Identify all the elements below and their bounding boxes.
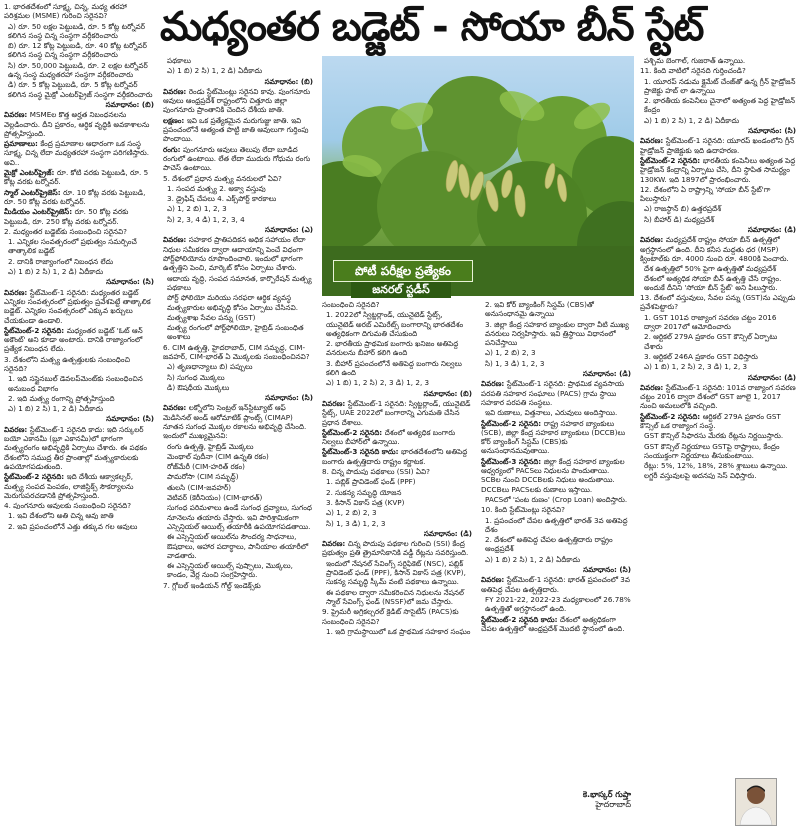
explanation-paragraph bbox=[481, 615, 631, 634]
option-text: ఎ) 1, 2 బి) 1, 2, 3 bbox=[167, 204, 227, 214]
option-text: లగ్జరీ వస్తువులపై అదనపు సెస్ విధిస్తారు. bbox=[644, 471, 757, 481]
author-portrait-icon bbox=[736, 779, 776, 825]
option-text: పథకాలు bbox=[167, 56, 191, 65]
option-text: ఎ) 1 బి) 2 సి) 1, 2 డి) ఏదీకాదు bbox=[8, 404, 104, 414]
explanation-label: వివరణ: bbox=[481, 379, 507, 389]
option-text: PACSలో 'పంట రుణం' (Crop Loan) అందిస్తారు. bbox=[485, 494, 628, 504]
option-text: రోజ్‌మేరీ (CIM-హరిత్ రకం) bbox=[167, 462, 245, 472]
explanation-text: రెండు స్టేట్‌మెంట్లు సరైనవి కావు. పుంగనూరు ఆవులు ఆంధ్రప్రదేశ్ రాష్ట్రంలోని చిత్తూరు జిల్లా పుంగనూరు ప్రాంతానికి చెందిన దేశీయ జాతి. bbox=[163, 86, 311, 115]
question-text: 11. కింది వాటిలో సరైనది గుర్తించండి? bbox=[640, 66, 746, 76]
text-column-4 bbox=[481, 300, 631, 824]
option-text: ఆదాయ వృద్ధి, సంపద సమానత, కార్పొరేషన్ మత్స్య పథకాలు bbox=[167, 273, 312, 292]
explanation-paragraph bbox=[163, 116, 313, 144]
option-text: ఎ) తృణధాన్యాలు బి) పప్పులు bbox=[167, 362, 253, 372]
option-text: డి) రూ. 5 కోట్ల పెట్టుబడి, రూ. 5 కోట్ల టర్నోవర్ కలిగిన సంస్థ మైక్రో ఎంటర్‌ప్రైజ్ సంస్థగా వర్గీకరించారు bbox=[8, 80, 153, 99]
option-text: 1. 2022లో స్విట్జర్లాండ్, యునైటెడ్ స్టేట్స్, యునైటెడ్ అరబ్ ఎమిరేట్స్ బంగారాన్ని భారతదేశం అత్యధికంగా దిగుమతి చేసుకుంది bbox=[326, 310, 464, 338]
option-text: 1. ఇది సస్టైనబుల్ డెవలప్‌మెంట్‌కు సంబంధించిన అనుబంధ విభాగం bbox=[8, 374, 143, 393]
explanation-label: వివరణ: bbox=[322, 539, 348, 549]
explanation-paragraph bbox=[4, 288, 154, 325]
explanation-text: దేశంలో అత్యధికంగా చేపల ఉత్పత్తిలో ఆంధ్రప్రదేశ్ మొదటి స్థానంలో ఉంది. bbox=[481, 614, 625, 633]
explanation-text: కేంద్ర ప్రమాణాల ఆధారంగా ఒక సంస్థ సూక్ష్మ, చిన్న లేదా మధ్యతరహా సంస్థగా పరిగణిస్తారు. అవి.. bbox=[4, 139, 150, 167]
option-text: 1. ఎన్నికల సంవత్సరంలో ప్రభుత్వం సమర్పించే తాత్కాలిక బడ్జెట్ bbox=[8, 237, 137, 256]
explanation-label: స్టేట్‌మెంట్-2 సరైనది: bbox=[481, 418, 544, 428]
explanation-label: లక్షణం: bbox=[163, 115, 187, 125]
explanation-label: స్టేట్‌మెంట్-2 సరైనది: bbox=[640, 155, 703, 165]
option-text: 1. పబ్లిక్ ప్రావిడెంట్ ఫండ్ (PPF) bbox=[326, 477, 416, 487]
explanation-text: స్టేట్‌మెంట్-1 సరైనది: ప్రాథమిక వ్యవసాయ పరపతి సహకార సంఘాలు (PACS) గ్రామ స్థాయి సహకార పరపతి సంస్థలు. bbox=[481, 379, 624, 407]
explanation-paragraph bbox=[4, 472, 154, 500]
explanation-text: రాష్ట్ర సహకార బ్యాంకులు (SCB), జిల్లా కేంద్ర సహకార బ్యాంకులు (DCCB)లు కోర్ బ్యాంకింగ్ సిస్టమ్ (CBS)కు అనుసంధానమవుతాయి. bbox=[481, 418, 626, 456]
question-text: సంబంధించి సరైనది? bbox=[322, 300, 380, 309]
option-text: FY 2021-22, 2022-23 మధ్యకాలంలో 26.78% ఉత్పత్తితో అగ్రస్థానంలో ఉంది. bbox=[485, 594, 631, 614]
explanation-paragraph bbox=[4, 188, 154, 207]
option-text: డి) ఔషధీయ మొక్కలు bbox=[167, 382, 230, 392]
option-text: 2. దానికి రాజ్యాంగంలో నిబంధన లేదు bbox=[8, 256, 114, 266]
explanation-text: మధ్యప్రదేశ్ రాష్ట్రం సోయా బీన్ ఉత్పత్తిలో అగ్రస్థానంలో ఉంది. దీని కనీస మద్దతు ధర (MSP) క్వింటాల్‌కు రూ. 4000 నుంచి రూ. 4800కి పెంచారు. bbox=[640, 235, 789, 263]
explanation-text: జిల్లా కేంద్ర సహకార బ్యాంకుల ఆధ్వర్యంలో PACSలు నిధులను పొందుతాయి. SCBల నుంచి DCCBలకు నిధులు అందుతాయి. DCCBలు PACSలకు రుణాలు ఇస్తాయి. bbox=[481, 456, 625, 494]
explanation-label: స్టేట్‌మెంట్-2 సరైనది: bbox=[4, 325, 67, 335]
answer-line: సమాధానం: (డి) bbox=[582, 369, 631, 379]
question-text: 6. CIM ఉత్పత్తి, హైదరాబాద్, CIM సమృద్ధ, CIM-జవహర్, CIM-భారత్ ఏ మొక్కలకు సంబంధించినవి? bbox=[163, 342, 310, 361]
explanation-text: భారతీయ కంపెనీలు అత్యంత పెద్ద హైడ్రోజన్ కేంద్రాన్ని ఏర్పాటు చేసి, దీని స్థాపిత సామర్థ్యం 130KW. ఇది 1897లో ప్రారంభించారు. bbox=[640, 155, 796, 184]
option-text: తులసి (CIM-జవహర్) bbox=[167, 482, 232, 492]
question-text: 9. ప్రైమరీ అగ్రికల్చరల్ క్రెడిట్ సొసైటీస్ (PACS)కు సంబంధించి సరైనవి? bbox=[322, 607, 459, 626]
explanation-label: వివరణ: bbox=[4, 287, 30, 297]
explanation-paragraph bbox=[640, 156, 796, 184]
explanation-paragraph bbox=[640, 235, 796, 263]
option-text: 2. సుకన్య సమృద్ధి యోజన bbox=[326, 487, 402, 497]
author-photo bbox=[735, 778, 777, 826]
explanation-text: స్టేట్‌మెంట్-1 సరైనది: మధ్యంతర బడ్జెట్ ఎన్నికల సంవత్సరంలో ప్రభుత్వం ప్రవేశపెట్టే తాత్కాలిక బడ్జెట్. ఎన్నికల సంవత్సరంలో ఎక్కువ ఖర్చులు చేయకుండా ఉండాలి. bbox=[4, 287, 151, 325]
explanation-label: స్టేట్‌మెంట్-3 సరైనది: bbox=[481, 456, 544, 466]
question-text: 2. మధ్యంతర బడ్జెట్‌కు సంబంధించి సరైనవి? bbox=[4, 226, 127, 236]
answer-line: సమాధానం: (సి) bbox=[583, 565, 631, 575]
text-column-3 bbox=[322, 300, 472, 824]
text-column-5 bbox=[640, 56, 796, 824]
explanation-paragraph bbox=[640, 136, 796, 155]
option-text: 3. ఆర్టికల్ 246A ప్రకారం GST విధిస్తారు bbox=[644, 351, 758, 361]
explanation-text: సహకార ప్రాతిపదికన అధిక సహాయం లేదా నిధుల సమీకరణ ద్వారా ఆదాయాన్ని పెంచే విధంగా పోర్ట్‌ఫోలియోను రూపొందించాలి. ఇందులో భాగంగా ఉత్పత్తిని పెంచి, మార్కెట్ కోసం ఏర్పాటు చేశారు. bbox=[163, 235, 306, 273]
option-text: 2. ఇది మత్స్య రంగాన్ని ప్రోత్సహిస్తుంది bbox=[8, 393, 115, 403]
answer-line: సమాధానం: (సి) bbox=[748, 126, 796, 136]
option-text: 2. ఇవి కోర్ బ్యాంకింగ్ సిస్టమ్ (CBS)తో అనుసంధానమై ఉన్నాయి bbox=[485, 300, 594, 319]
option-text: 1. యూరప్ నడుమ క్లైమేట్ చేంజ్‌తో ఉన్న గ్రీన్ హైడ్రోజన్ ప్రాజెక్టు హబ్ లా ఉన్నాయి bbox=[644, 76, 796, 95]
option-text: 2. దేశంలో అతిపెద్ద చేపల ఉత్పత్తిదారు రాష్ట్రం ఆంధ్రప్రదేశ్ bbox=[485, 535, 613, 554]
option-text: ఈ ఎస్సెన్షియల్ ఆయిల్స్ పుష్పాలు, మొక్కలు, కాండం, వేర్ల నుంచి సంగ్రహిస్తారు. bbox=[167, 561, 293, 580]
option-text: ఇవి రుణాలు, విత్తనాలు, ఎరువులు అందిస్తాయి. bbox=[485, 408, 618, 418]
option-text: 2. ఆర్టికల్ 279A ప్రకారం GST కౌన్సిల్ ఏర్పాటు చేశారు bbox=[644, 332, 778, 351]
page-headline: మధ్యంతర బడ్జెట్ - సోయా బీన్ స్టేట్ bbox=[160, 4, 704, 50]
answer-line: సమాధానం: (ఎ) bbox=[265, 225, 313, 235]
option-text: ఇందులో నేషనల్ సేవింగ్స్ సర్టిఫికెట్ (NSC), పబ్లిక్ ప్రావిడెంట్ ఫండ్ (PPF), కిసాన్ వికాస్ పత్ర (KVP), సుకన్య సమృద్ధి స్కీమ్ వంటి పథకాలు ఉన్నాయి. bbox=[326, 558, 466, 587]
explanation-label: వివరణ: bbox=[163, 86, 189, 96]
explanation-label: వివరణ: bbox=[481, 575, 507, 585]
option-text: 1. ప్రపంచంలో చేపల ఉత్పత్తిలో భారత్ 3వ అతిపెద్ద దేశం bbox=[485, 515, 628, 534]
question-text: 10. కింది స్టేట్‌మెంట్లు సరైనవి? bbox=[481, 505, 565, 515]
option-text: బి) రూ. 12 కోట్ల పెట్టుబడి, రూ. 40 కోట్ల టర్నోవర్ కలిగిన సంస్థ చిన్న సంస్థగా వర్గీకరించారు bbox=[8, 41, 147, 60]
option-text: ఎ) రూ. 50 లక్షల పెట్టుబడి, రూ. 5 కోట్ల టర్నోవర్ కలిగిన సంస్థ చిన్న సంస్థగా వర్గీకరించారు bbox=[8, 21, 145, 40]
question-text: 12. దేశంలోని ఏ రాష్ట్రాన్ని 'సోయా బీన్ స్టేట్'గా పిలుస్తారు? bbox=[640, 184, 771, 204]
explanation-label: వివరణ: bbox=[640, 136, 666, 146]
option-text: ఎ) రాజస్థాన్ బి) ఉత్తరప్రదేశ్ bbox=[644, 204, 722, 214]
explanation-label: స్మాల్ ఎంటర్‌ప్రైజెస్: bbox=[4, 187, 64, 197]
text-column-1 bbox=[4, 2, 154, 824]
option-text: 2. ఇవి ప్రపంచంలోనే ఎత్తు తక్కువ గల ఆవులు bbox=[8, 521, 138, 531]
option-text: 2. భారతీయ కంపెనీలు చైనాలో అత్యంత పెద్ద హైడ్రోజన్ కేంద్రం bbox=[644, 96, 796, 115]
answer-line: సమాధానం: (సి) bbox=[106, 277, 154, 287]
question-text: 4. పుంగనూరు ఆవులకు సంబంధించి సరైనది? bbox=[4, 501, 132, 511]
option-text: దేశ ఉత్పత్తిలో 50% పైగా ఉత్పత్తితో మధ్యప్రదేశ్ దేశంలో అత్యధిక సోయా బీన్ ఉత్పత్తి చేసే రాష్ట్రం. అందుకే దీనిని 'సోయా బీన్ స్టేట్' అని పిలుస్తారు. bbox=[644, 264, 782, 292]
option-text: GST కౌన్సిల్ నిర్ణయాలు GSTపై రాష్ట్రాలు, కేంద్రం సంయుక్తంగా నిర్ణయాలు తీసుకుంటాయి. bbox=[644, 441, 780, 460]
explanation-label: స్టేట్‌మెంట్-2 సరైనది: bbox=[322, 427, 385, 437]
explanation-text: రూ. 10 కోట్ల వరకు పెట్టుబడి, రూ. 50 కోట్ల వరకు టర్నోవర్. bbox=[4, 187, 146, 206]
explanation-text: భారతదేశంలోని అతిపెద్ద బంగారు ఉత్పత్తిదారు రాష్ట్రం కర్ణాటక. bbox=[322, 447, 468, 466]
answer-line: సమాధానం: (బి) bbox=[264, 76, 313, 86]
explanation-label: స్టేట్‌మెంట్-2 సరైనది కాదు: bbox=[481, 614, 560, 624]
explanation-text: ఇది దేశీయ ఆక్వాకల్చర్, మత్స్య సంపద పెంపకం, లాజిస్టిక్స్ సౌకర్యాలను మెరుగుపరచడానికి ప్రోత్సహిస్తుంది. bbox=[4, 472, 134, 500]
explanation-paragraph bbox=[4, 168, 154, 187]
explanation-paragraph bbox=[4, 110, 154, 138]
text-column-2 bbox=[163, 56, 313, 824]
option-text: GST కౌన్సిల్ సిఫారసు మేరకు రేట్లను నిర్ణయిస్తారు. bbox=[644, 431, 784, 441]
option-text: రంగు ఉత్పత్తి, హైబ్రిడ్ మొక్కలు bbox=[167, 441, 254, 451]
option-text: 3. బీహార్ ప్రపంచంలోనే అతిపెద్ద బంగారు నిల్వలు కలిగి ఉంది bbox=[326, 358, 462, 378]
answer-line: సమాధానం: (సి) bbox=[106, 414, 154, 424]
explanation-label: మీడియం ఎంటర్‌ప్రైజెస్: bbox=[4, 207, 75, 217]
explanation-label: మైక్రో ఎంటర్‌ప్రైజ్: bbox=[4, 168, 57, 178]
explanation-paragraph bbox=[163, 87, 313, 115]
question-text: 1. భారతదేశంలో సూక్ష్మ, చిన్న, మధ్య తరహా పరిశ్రమల (MSME) గురించి సరైనవి? bbox=[4, 2, 127, 21]
explanation-paragraph bbox=[640, 383, 796, 411]
explanation-paragraph bbox=[322, 428, 472, 447]
option-text: 1. సంపద మత్స్య 2. అక్వా వస్తువు bbox=[167, 183, 266, 193]
explanation-paragraph bbox=[481, 575, 631, 594]
explanation-text: పుంగనూరు ఆవులు తెలుపు లేదా బూడిద రంగులో ఉంటాయి. లేత లేదా ముదురు గోధుమ రంగు పాచెస్ ఉంటాయి. bbox=[163, 144, 311, 173]
option-text: సి) రూ. 50,000 పెట్టుబడి, రూ. 2 లక్షల టర్నోవర్ ఉన్న సంస్థ మధ్యతరహా సంస్థగా వర్గీకరించారు bbox=[8, 60, 148, 80]
option-text: 1. ఇది గ్రామస్థాయిలో ఒక ప్రాథమిక సహకార సంఘం bbox=[326, 626, 471, 636]
explanation-paragraph bbox=[481, 419, 631, 456]
option-text: ఎ) 1 బి) 2 సి) 1, 2 డి) ఏదీకాదు bbox=[644, 115, 740, 125]
option-text: సి) 1, 3 డి) 1, 2, 3 bbox=[485, 358, 545, 368]
option-text: ఎ) 1 బి) 1, 2 సి) 2, 3 డి) 1, 2, 3 bbox=[326, 378, 430, 388]
option-text: 3. డ్రైఫిష్ చేపలు 4. ఎక్స్‌పోర్ట్ కారకాలు bbox=[167, 194, 277, 204]
explanation-text: MSMEల కొత్త అర్హత నిబంధనలను వెల్లడించారు. దీని ప్రకారం, ఆర్థిక వృద్ధికి అవకాశాలను ప్రోత్సహిస్తుంది. bbox=[4, 110, 150, 138]
explanation-paragraph bbox=[4, 326, 154, 354]
option-text: సి) 1, 3 డి) 1, 2, 3 bbox=[326, 518, 386, 528]
option-text: పశ్చిమ బెంగాల్, గుజరాత్ ఉన్నాయి. bbox=[644, 56, 746, 65]
answer-line: సమాధానం: (డి) bbox=[747, 372, 796, 382]
explanation-text: స్టేట్‌మెంట్-1 సరైనది: స్విట్జర్లాండ్, యునైటెడ్ స్టేట్స్, UAE 2022లో బంగారాన్ని ఎగుమతి చేసిన ప్రధాన దేశాలు. bbox=[322, 398, 471, 427]
explanation-label: స్టేట్‌మెంట్-2 సరైనది: bbox=[4, 472, 67, 482]
explanation-text: రూ. 50 కోట్ల వరకు పెట్టుబడి, రూ. 250 కోట్ల వరకు టర్నోవర్. bbox=[4, 207, 129, 226]
option-text: ఎ) 1 బి) 2 సి) 1, 2 డి) ఏదీకాదు bbox=[485, 554, 581, 564]
question-text: 3. దేశంలోని మత్స్య ఉత్పత్తులకు సంబంధించి సరైనది? bbox=[4, 354, 131, 373]
option-text: 3. కిసాన్ వికాస్ పత్ర (KVP) bbox=[326, 497, 405, 507]
option-text: పోర్ట్ ఫోలియో మరియు సరఫరా ఆర్థిక వ్యవస్థ bbox=[167, 293, 292, 303]
question-text: 5. దేశంలో ప్రధాన మత్స్య వనరులలో ఏవి? bbox=[163, 173, 282, 183]
explanation-text: లక్నోలోని సెంట్రల్ ఇన్‌స్టిట్యూట్ ఆఫ్ మెడిసినల్ అండ్ ఆరోమాటిక్ ప్లాంట్స్ (CIMAP) నూతన సుగంధ మొక్కల రకాలను అభివృద్ధి చేసింది. ఇందులో ముఖ్యమైనవి: bbox=[163, 403, 307, 441]
explanation-paragraph bbox=[4, 207, 154, 226]
option-text: మత్స్య రంగంలో పోర్ట్‌ఫోలియో, హైబ్రిడ్ సంబంధిత అంశాలు bbox=[167, 323, 304, 342]
competitive-exams-badge: పోటీ పరీక్షల ప్రత్యేకం bbox=[333, 260, 473, 282]
option-text: పామరోసా (CIM సమృద్ధ్) bbox=[167, 472, 239, 482]
explanation-label: వివరణ: bbox=[640, 235, 666, 245]
explanation-label: రంగు: bbox=[163, 144, 183, 154]
explanation-text: స్టేట్‌మెంట్-1 సరైనది: యూరప్ ఖండంలోని గ్రీన్ హైడ్రోజన్ ప్రాజెక్టుకు ఇది ఉదాహరణ. bbox=[640, 136, 795, 155]
option-text: మెంథాల్ పుదీనా (CIM ఉన్నతి రకం) bbox=[167, 451, 269, 461]
option-text: ఎ) 1, 2 బి) 2, 3 bbox=[485, 348, 536, 358]
option-text: ఎ) 1, 2 బి) 2, 3 bbox=[326, 508, 377, 518]
explanation-paragraph bbox=[163, 145, 313, 173]
answer-line: సమాధానం: (బి) bbox=[105, 99, 154, 109]
option-text: సి) సుగంధ మొక్కలు bbox=[167, 372, 225, 382]
explanation-text: ఇవి ఒక ప్రత్యేకమైన మరుగుజ్జు జాతి. ఇవి ప్రపంచంలోనే అత్యంత పొట్టి జాతి ఆవులుగా గుర్తింపు పొందాయి. bbox=[163, 115, 309, 144]
answer-line: సమాధానం: (డి) bbox=[423, 528, 472, 538]
explanation-paragraph bbox=[163, 403, 313, 440]
explanation-paragraph bbox=[322, 447, 472, 466]
explanation-label: వివరణ: bbox=[4, 110, 30, 120]
option-text: సి) బీహార్ డి) మధ్యప్రదేశ్ bbox=[644, 214, 715, 224]
option-text: వెటివర్ (కెరీనియం) (CIM-భారత్) bbox=[167, 493, 263, 503]
option-text: 2. భారతీయ ప్రాథమిక బంగారు ఖనిజం అతిపెద్ద వనరులను బీహార్ కలిగి ఉంది bbox=[326, 339, 459, 358]
general-studies-badge: జనరల్ స్టడీస్ bbox=[351, 282, 451, 298]
explanation-text: మధ్యంతర బడ్జెట్ 'ఓట్ ఆన్ అకౌంట్' అని కూడా అంటారు. దానికి రాజ్యాంగంలో ప్రత్యేక నిబంధన లేదు. bbox=[4, 325, 143, 354]
explanation-label: స్టేట్‌మెంట్-2 సరైనది: bbox=[640, 411, 703, 421]
option-text: 1. ఇవి దేశంలోని అతి చిన్న ఆవు జాతి bbox=[8, 511, 114, 521]
explanation-text: ఆర్టికల్ 279A ప్రకారం GST కౌన్సిల్ ఒక రాజ్యాంగ సంస్థ. bbox=[640, 411, 781, 430]
explanation-paragraph bbox=[481, 457, 631, 494]
option-text: రేట్లు: 5%, 12%, 18%, 28% శ్లాబులు ఉన్నాయి. bbox=[644, 461, 788, 471]
option-text: 3. జిల్లా కేంద్ర సహకార బ్యాంకుల ద్వారా వీటి ముఖ్య వనరులు నిర్వహిస్తారు. ఇవి త్రిస్థాయి విధానంలో పనిచేస్తాయి bbox=[485, 319, 629, 348]
option-text: ఎ) 1 బి) 1, 2 సి) 2, 3 డి) 1, 2, 3 bbox=[644, 362, 748, 372]
explanation-paragraph bbox=[4, 139, 154, 167]
explanation-paragraph bbox=[163, 235, 313, 272]
explanation-text: స్టేట్‌మెంట్-1 సరైనది: భారత్ ప్రపంచంలో 3వ అతిపెద్ద చేపల ఉత్పత్తిదారు. bbox=[481, 575, 630, 594]
explanation-label: ప్రమాణాలు: bbox=[4, 139, 41, 149]
explanation-text: దేశంలో అత్యధిక బంగారు నిల్వలు బీహార్‌లో ఉన్నాయి. bbox=[322, 427, 456, 447]
explanation-text: రూ. కోటి వరకు పెట్టుబడి, రూ. 5 కోట్ల వరకు టర్నోవర్. bbox=[4, 168, 149, 187]
option-text: మత్స్యకారుల అభివృద్ధి కోసం ఏర్పాటు చేసినవి. మత్స్యశాఖ సేవల పన్ను (GST) bbox=[167, 303, 299, 322]
question-text: 8. చిన్న పొదుపు పథకాలు (SSI) ఏవి? bbox=[322, 467, 430, 477]
explanation-paragraph bbox=[322, 399, 472, 427]
answer-line: సమాధానం: (బి) bbox=[423, 388, 472, 398]
option-text: సి) 2, 3, 4 డి) 1, 2, 3, 4 bbox=[167, 214, 245, 224]
explanation-text: చిన్న పొదుపు పథకాల గురించి (SSI) కేంద్ర ప్రభుత్వం ప్రతి త్రైమాసికానికి వడ్డీ రేట్లను సవరిస్తుంది. bbox=[322, 539, 469, 558]
explanation-text: స్టేట్‌మెంట్-1 సరైనది కాదు: ఇది సర్కులర్ బయో ఎకానమీ (బ్లూ ఎకానమీ)లో భాగంగా మత్స్యరంగం అభివృద్ధికి ఏర్పాటు చేశారు. ఈ పథకం దేశంలోని సముద్ర తీర ప్రాంతాల్లో మత్స్యకారులకు ఉపయోగపడుతుంది. bbox=[4, 424, 148, 471]
explanation-label: స్టేట్‌మెంట్-3 సరైనది కాదు: bbox=[322, 447, 401, 457]
option-text: ఎ) 1 బి) 2 సి) 1, 2 డి) ఏదీకాదు bbox=[8, 267, 104, 277]
option-text: సుగంధ పరిమళాలు ఉండే సుగంధ ద్రవ్యాలు, సుగంధ నూనెలను తయారు చేస్తారు. ఇవి పారిశ్రామికంగా ఎస్సెన్షియల్ ఆయిల్స్ తయారీకి ఉపయోగపడతాయి. bbox=[167, 503, 312, 531]
explanation-paragraph bbox=[640, 412, 796, 431]
explanation-text: స్టేట్‌మెంట్-1 సరైనది: 101వ రాజ్యాంగ సవరణ చట్టం 2016 ద్వారా దేశంలో GST జూలై 1, 2017 నుంచి అమలులోకి వచ్చింది. bbox=[640, 382, 796, 411]
question-text: 13. దేశంలో వస్తువులు, సేవల పన్ను (GST)ను ఎప్పుడు ప్రవేశపెట్టారు? bbox=[640, 293, 796, 312]
explanation-label: వివరణ: bbox=[4, 424, 30, 434]
option-text: 1. GST 101వ రాజ్యాంగ సవరణ చట్టం 2016 ద్వారా 2017లో ఆమోదించారు bbox=[644, 312, 777, 332]
option-text: ఎ) 1 బి) 2 సి) 1, 2 డి) ఏదీకాదు bbox=[167, 66, 263, 76]
explanation-label: వివరణ: bbox=[322, 398, 348, 408]
explanation-label: వివరణ: bbox=[163, 403, 189, 413]
question-text: 7. గ్లోబల్ ఇండియన్ గోల్డ్ ఇండెక్స్‌కు bbox=[163, 580, 261, 590]
option-text: ఈ ఎస్సెన్షియల్ ఆయిల్‌ను సౌందర్య సాధనాలు, ఔషధాలు, ఆహార పదార్థాలు, పానీయాల తయారీలో వాడతారు. bbox=[167, 532, 309, 560]
explanation-paragraph bbox=[481, 379, 631, 407]
option-text: ఈ పథకాల ద్వారా సమీకరించిన నిధులను నేషనల్ స్మాల్ సేవింగ్స్ ఫండ్ (NSSF)లో జమ చేస్తారు. bbox=[326, 587, 464, 606]
author-signature bbox=[481, 790, 631, 820]
explanation-label: వివరణ: bbox=[640, 382, 666, 392]
explanation-label: వివరణ: bbox=[163, 235, 189, 245]
author-place: హైదరాబాద్ bbox=[595, 800, 631, 809]
answer-line: సమాధానం: (సి) bbox=[265, 393, 313, 403]
author-name: కె.భాస్కర్ గుప్తా bbox=[582, 790, 631, 799]
explanation-paragraph bbox=[4, 425, 154, 471]
explanation-paragraph bbox=[322, 539, 472, 558]
answer-line: సమాధానం: (డి) bbox=[747, 225, 796, 235]
